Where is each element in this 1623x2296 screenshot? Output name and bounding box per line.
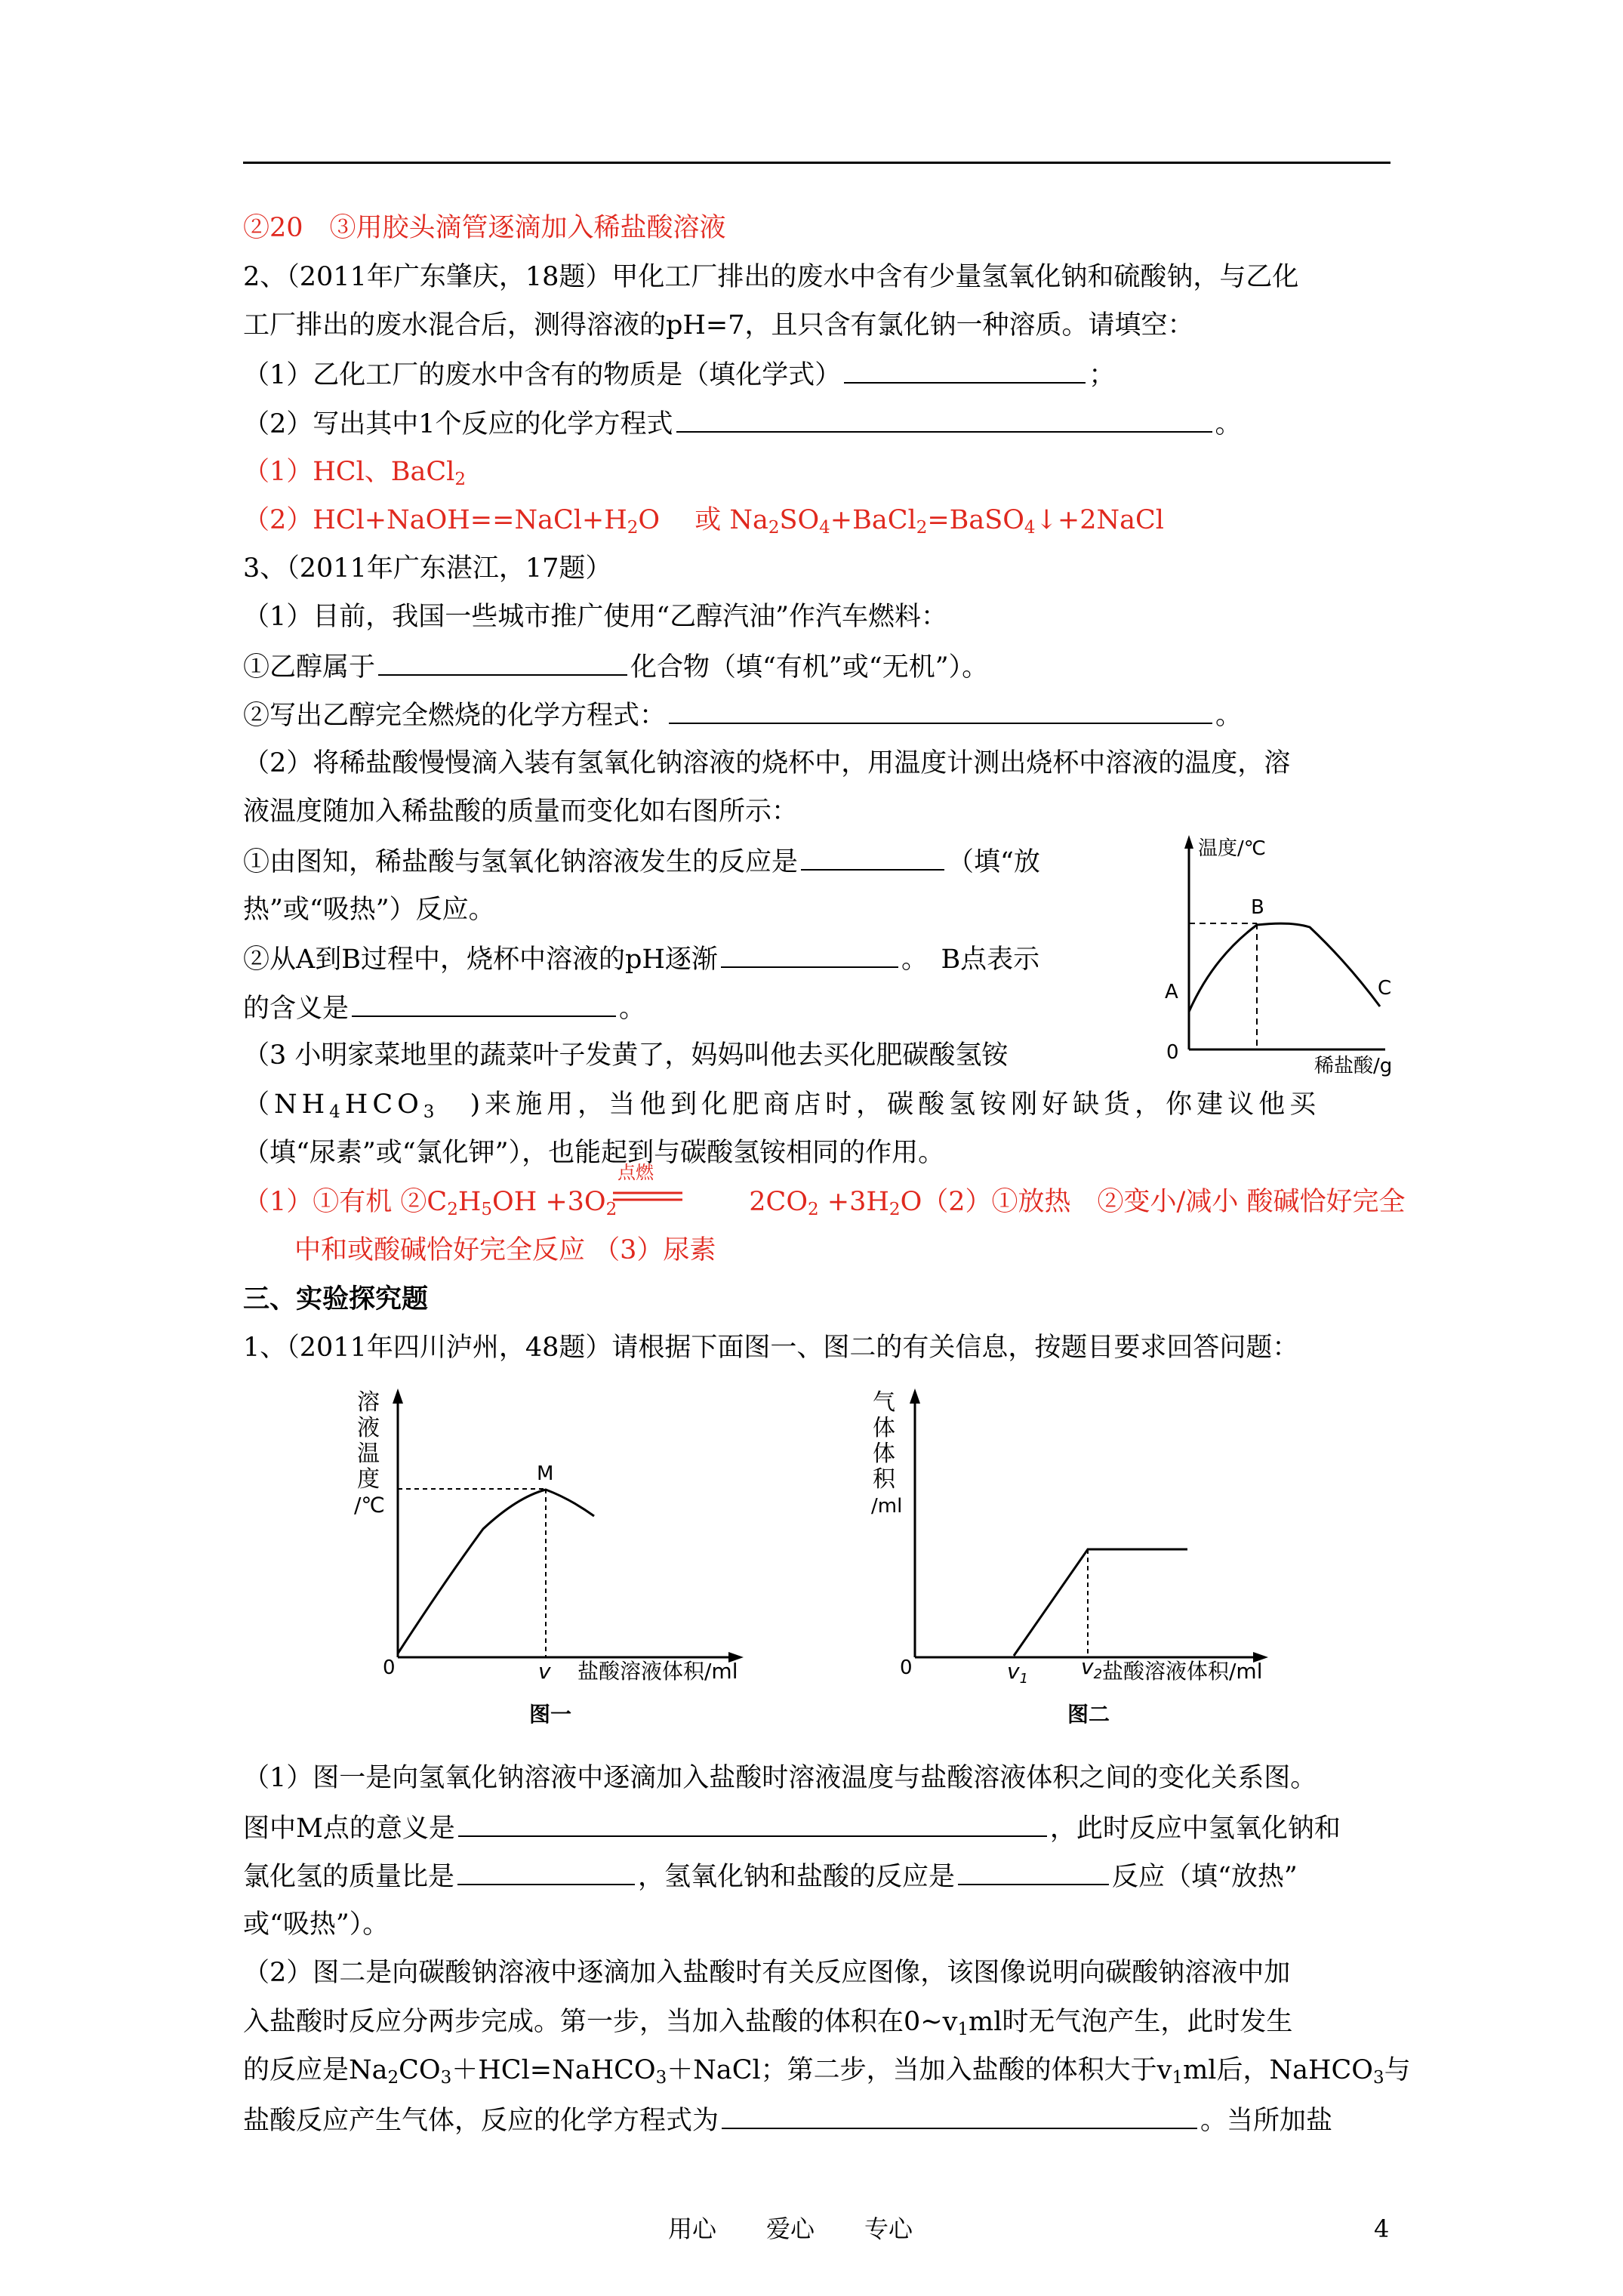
point-a-label: A — [1165, 981, 1178, 1003]
figure-two — [861, 1378, 1283, 1733]
q3-p2-1: （2）将稀盐酸慢慢滴入装有氢氧化钠溶液的烧杯中，用温度计测出烧杯中溶液的温度，溶 — [243, 748, 1291, 778]
q2-answer-1: （1）HCl、BaCl$_2$ — [243, 457, 466, 489]
temperature-curve — [1189, 923, 1380, 1012]
blank-line — [457, 1857, 635, 1885]
q3-p3-2: （$NH_4HCO_3$ )来施用，当他到化肥商店时，碳酸氢铵刚好缺货，你建议他买 — [243, 1089, 1321, 1122]
prev-answer: ②20 ③用胶头滴管逐滴加入稀盐酸溶液 — [243, 213, 726, 243]
q4-p2-1: （2）图二是向碳酸钠溶液中逐滴加入盐酸时有关反应图像，该图像说明向碳酸钠溶液中加 — [243, 1958, 1291, 1988]
figure-one — [343, 1378, 751, 1733]
q4-p2-4: 盐酸反应产生气体，反应的化学方程式为 。当所加盐 — [243, 2100, 1332, 2140]
y-label-2: 液 — [357, 1415, 380, 1441]
blank-line — [722, 2100, 1197, 2129]
q3-p3-3: （填“尿素”或“氯化钾”），也能起到与碳酸氢铵相同的作用。 — [243, 1138, 945, 1168]
q3-head: 3、（2011年广东湛江，17题） — [243, 553, 612, 584]
x-axis-label: 盐酸溶液体积/ml — [577, 1659, 738, 1684]
q3-p2b-2: 的含义是 。 — [243, 988, 645, 1028]
q3-answer-1: （1）①有机 $②C_2H_5OH +3O_2$ $2CO_2$ $+3H_2O(2)①$放热 ②变小/减小 酸碱恰好完全 — [243, 1187, 1406, 1219]
q3-p1: （1）目前，我国一些城市推广使用“乙醇汽油”作汽车燃料： — [243, 602, 948, 632]
y-label-1: 气 — [873, 1389, 895, 1416]
y-axis-arrow — [393, 1388, 403, 1404]
temperature-curve-figure — [1159, 831, 1423, 1080]
q3-answer-2: 中和或酸碱恰好完全反应 （3）尿素 — [294, 1235, 716, 1265]
x-axis-label: 盐酸溶液体积/ml — [1102, 1659, 1263, 1684]
q2-answer-2: $(2)HCl+NaOH==NaCl+H_2O$ 或 $Na_2SO_4+BaCl_2=BaSO_4↓+2NaCl$ — [243, 505, 1164, 538]
condition-label: 点燃 — [617, 1162, 654, 1183]
v2-tick-label: $v_2$ — [1081, 1654, 1103, 1682]
q4-p2-3: 的反应是$Na_2CO_3+HCl=NaHCO_3+NaCl$；第二步，当加入盐酸的体积大于$v_1ml$后，NaHCO$_3$与 — [243, 2055, 1411, 2088]
q3-p1a: ①乙醇属于 化合物（填“有机”或“无机”）。 — [243, 647, 988, 686]
q4-head: 1、（2011年四川泸州，48题）请根据下面图一、图二的有关信息，按题目要求回答问题： — [243, 1333, 1299, 1363]
y-axis-arrow — [1184, 835, 1193, 849]
y-label-2: 体 — [873, 1415, 895, 1441]
footer-left: 用心 — [668, 2214, 717, 2243]
gas-volume-line — [1014, 1549, 1187, 1656]
y-label-4: 积 — [873, 1466, 895, 1493]
section-heading: 三、实验探究题 — [243, 1284, 429, 1314]
blank-line — [676, 404, 1212, 433]
q3-p2a-1: ①由图知，稀盐酸与氢氧化钠溶液发生的反应是 （填“放 — [243, 842, 1040, 881]
q2-sub-1: （1）乙化工厂的废水中含有的物质是（填化学式） ； — [243, 355, 1115, 394]
q3-p3-1: （3 小明家菜地里的蔬菜叶子发黄了，妈妈叫他去买化肥碳酸氢铵 — [243, 1040, 1009, 1071]
q3-p2-2: 液温度随加入稀盐酸的质量而变化如右图所示： — [243, 797, 799, 827]
x-axis-label: 稀盐酸/g — [1314, 1055, 1393, 1077]
origin-label: 0 — [900, 1657, 913, 1679]
q3-p2b-1: ②从A到B过程中，烧杯中溶液的pH逐渐 。 B点表示 — [243, 939, 1039, 978]
temperature-curve — [398, 1490, 594, 1653]
blank-line — [458, 1808, 1047, 1837]
q4-p1-3: 氯化氢的质量比是 ，氢氧化钠和盐酸的反应是 反应（填“放热” — [243, 1857, 1298, 1896]
q4-p1-2: 图中M点的意义是 ，此时反应中氢氧化钠和 — [243, 1808, 1341, 1848]
blank-line — [958, 1857, 1109, 1885]
blank-line — [352, 988, 616, 1017]
q3-p1b: ②写出乙醇完全燃烧的化学方程式： 。 — [243, 695, 1242, 735]
blank-line — [669, 695, 1212, 724]
point-b-label: B — [1251, 896, 1264, 919]
q4-p1-4: 或“吸热”）。 — [243, 1909, 390, 1940]
q3-p2a-2: 热”或“吸热”）反应。 — [243, 895, 495, 925]
point-c-label: C — [1378, 977, 1392, 1000]
blank-line — [844, 355, 1086, 384]
v1-tick-label: $v_1$ — [1007, 1659, 1029, 1687]
header-rule — [243, 162, 1390, 164]
figure-caption: 图二 — [1067, 1702, 1110, 1727]
origin-label: 0 — [383, 1657, 396, 1679]
y-axis-label: 温度/℃ — [1198, 837, 1266, 860]
q2-head-2: 工厂排出的废水混合后，测得溶液的pH=7，且只含有氯化钠一种溶质。请填空： — [243, 310, 1194, 341]
y-label-3: 温 — [357, 1441, 380, 1467]
footer-right: 专心 — [864, 2214, 913, 2243]
blank-line — [721, 939, 898, 968]
point-m-label: M — [537, 1462, 554, 1485]
blank-line — [801, 842, 944, 871]
y-label-unit: /ml — [871, 1495, 903, 1518]
page-number: 4 — [1374, 2214, 1390, 2243]
y-label-unit: /℃ — [354, 1493, 385, 1518]
q2-head-1: 2、（2011年广东肇庆，18题）甲化工厂排出的废水中含有少量氢氧化钠和硫酸钠，与乙化 — [243, 262, 1299, 292]
y-label-4: 度 — [357, 1466, 380, 1493]
y-label-1: 溶 — [357, 1389, 380, 1416]
y-label-3: 体 — [873, 1441, 895, 1467]
origin-label: 0 — [1166, 1041, 1179, 1064]
figure-caption: 图一 — [529, 1702, 572, 1727]
blank-line — [378, 647, 627, 676]
q4-p2-2: 入盐酸时反应分两步完成。第一步，当加入盐酸的体积在$0\sim v_1ml$时无气泡产生，此时发生 — [243, 2007, 1293, 2039]
y-axis-arrow — [910, 1388, 920, 1404]
q2-sub-2: （2）写出其中1个反应的化学方程式 。 — [243, 404, 1242, 443]
footer-mid: 爱心 — [766, 2214, 815, 2243]
q4-p1-1: （1）图一是向氢氧化钠溶液中逐滴加入盐酸时溶液温度与盐酸溶液体积之间的变化关系图。 — [243, 1763, 1317, 1793]
v-tick-label: v — [538, 1659, 551, 1684]
